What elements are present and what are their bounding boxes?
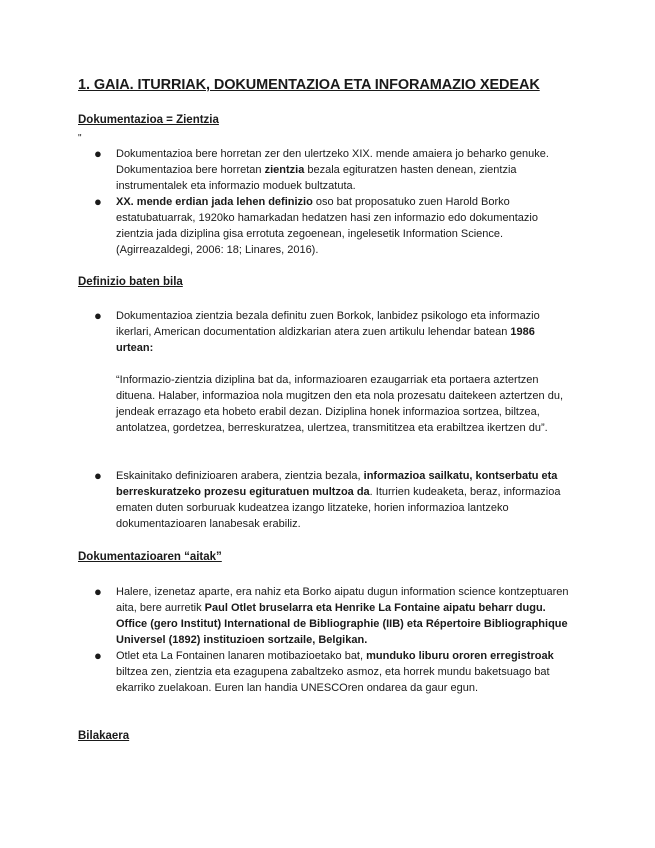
list-item-text: Eskainitako definizioaren arabera, zientzia bezala, informazioa sailkatu, kontserbatu eta berreskuratzeko prozesu egituratuen multzoa da. Iturrien kudeaketa, beraz, informazioa ematen duten sorburuak kudeatzea izango litzateke, horien informazioa lantzeko dokumentazioaren lanabesak erabiliz. bbox=[116, 470, 561, 530]
list-item-text: Dokumentazioa zientzia bezala definitu zuen Borkok, lanbidez psikologo eta informazio ikerlari, American documentation aldizkarian atera zuen artikulu lehendar batean 1986 urtean: bbox=[116, 310, 540, 354]
list-item bbox=[94, 146, 574, 194]
definition-quote: “Informazio-zientzia diziplina bat da, informazioaren ezaugarriak eta portaera aztertzen dituena. Halaber, informazioa nola mugitzen den eta nola prozesatu daitekeen aztertzen du, jendeak errazago eta hobeto erabil dezan. Diziplina honek informazioa sortzea, biltzea, antolatzea, gordetzea, berreskuratzea, ulertzea, transmititzea eta erabiltzea ikertzen du”. bbox=[116, 374, 564, 434]
list-item bbox=[94, 308, 574, 356]
bullet-icon: ● bbox=[94, 146, 102, 161]
list-item bbox=[94, 194, 574, 258]
section-heading-bilakaera: Bilakaera bbox=[78, 730, 130, 742]
page-title: 1. GAIA. ITURRIAK, DOKUMENTAZIOA ETA INFORAMAZIO XEDEAK bbox=[78, 77, 540, 93]
list-item-text: Halere, izenetaz aparte, era nahiz eta Borko aipatu dugun information science kontzeptuaren aita, bere aurretik Paul Otlet bruselarra eta Henrike La Fontaine aipatu beharr dugu. Office (gero Institut) International de Bibliographie (IIB) eta Répertoire Bibliographique Universel (1892) instituzioen sortzaile, Belgikan. bbox=[116, 586, 569, 646]
bullet-icon: ● bbox=[94, 648, 102, 663]
list-item-text: Dokumentazioa bere horretan zer den ulertzeko XIX. mende amaiera jo beharko genuke. Dokumentazioa bere horretan zientzia bezala egituratzen hasten denean, zientzia instrumentalek eta informazio moduek bultzatuta. bbox=[116, 148, 549, 192]
section-heading-definizio: Definizio baten bila bbox=[78, 276, 183, 288]
bullet-icon: ● bbox=[94, 468, 102, 483]
list-item-text: Otlet eta La Fontainen lanaren motibazioetako bat, munduko liburu ororen erregistroak biltzea zen, zientzia eta ezagupena zabaltzeko asmoz, eta horrek mundu baketsuago bat ekarriko zuelakoan. Euren lan handia UNESCOren ondarea da gaur egun. bbox=[116, 650, 554, 694]
bullet-icon: ● bbox=[94, 308, 102, 323]
bullet-icon: ● bbox=[94, 194, 102, 209]
bullet-icon: ● bbox=[94, 584, 102, 599]
list-item bbox=[94, 468, 574, 532]
list-item bbox=[94, 584, 574, 648]
list-item-text: XX. mende erdian jada lehen definizio oso bat proposatuko zuen Harold Borko estatubatuarrak, 1920ko hamarkadan hedatzen hasi zen informazio edo dokumentazio zientzia jada diziplina gisa errotuta zegoenean, ingelesetik Information Science. (Agirreazaldegi, 2006: 18; Linares, 2016). bbox=[116, 196, 538, 256]
stray-mark: " bbox=[78, 133, 82, 144]
list-item bbox=[94, 648, 574, 696]
section-heading-zientzia: Dokumentazioa = Zientzia bbox=[78, 114, 219, 126]
section-heading-aitak: Dokumentazioaren “aitak” bbox=[78, 551, 222, 563]
